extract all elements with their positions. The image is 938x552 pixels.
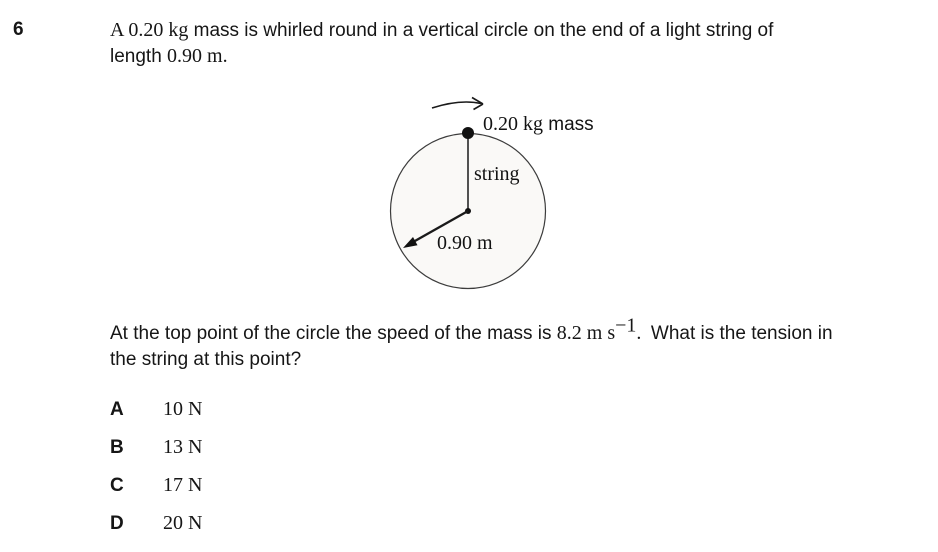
body-text-a: At the top point of the circle the speed of the mass is	[110, 323, 557, 344]
option-value: 17 N	[163, 474, 203, 496]
speed-value: 8.2 m s	[556, 322, 616, 344]
option-letter: B	[110, 437, 124, 458]
option-letter: A	[110, 399, 124, 420]
question-number: 6	[13, 19, 24, 40]
option-value: 13 N	[163, 436, 203, 458]
radius-label: 0.90 m	[437, 232, 493, 254]
mass-label-value: 0.20 kg	[483, 113, 543, 135]
option-row-d	[110, 512, 202, 535]
option-value: 20 N	[163, 512, 203, 534]
mass-label	[483, 113, 594, 136]
body-text-line-1	[110, 314, 833, 345]
intro-length-value: 0.90 m.	[167, 45, 228, 67]
intro-text-b: length	[110, 46, 168, 67]
speed-period: .	[636, 322, 642, 344]
intro-mass-value: A 0.20 kg	[110, 19, 189, 41]
option-row-a	[110, 398, 202, 421]
string-label: string	[474, 163, 520, 185]
option-letter: D	[110, 513, 124, 534]
velocity-arrow	[432, 98, 483, 110]
option-value: 10 N	[163, 398, 203, 420]
mass-dot	[462, 127, 474, 139]
body-text-b: What is the tension in	[641, 323, 833, 344]
option-row-b	[110, 436, 202, 459]
intro-text-a: mass is whirled round in a vertical circle on the end of a light string of	[188, 20, 774, 41]
intro-text-line-1	[110, 19, 773, 42]
option-row-c	[110, 474, 202, 497]
mass-label-word: mass	[543, 114, 594, 135]
option-letter: C	[110, 475, 124, 496]
intro-text-line-2	[110, 45, 228, 68]
speed-exponent: −1	[615, 314, 637, 337]
body-text-line-2: the string at this point?	[110, 349, 302, 370]
